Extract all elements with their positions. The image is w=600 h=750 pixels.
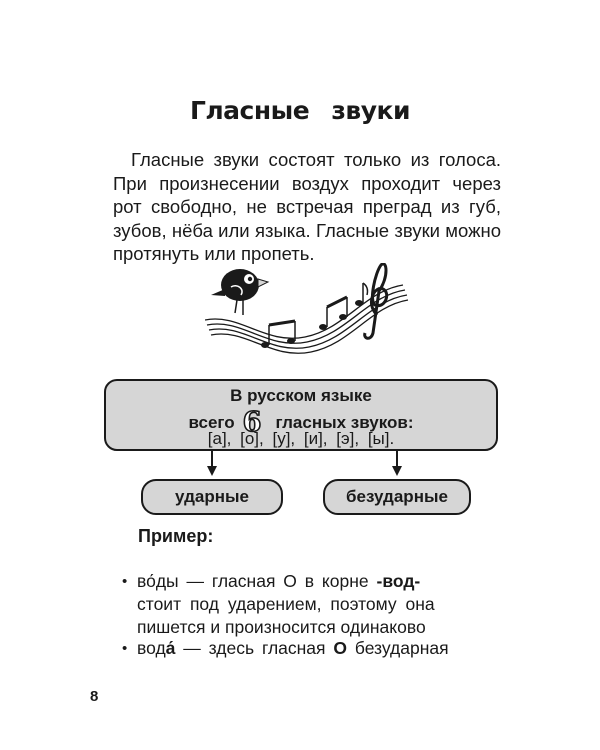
vowel-list: [а], [о], [у], [и], [э], [ы]. <box>207 429 395 448</box>
vowel-count-box <box>104 379 498 451</box>
unstressed-vowels-label: безударные <box>323 479 471 515</box>
bullet-2: • <box>122 640 128 657</box>
infobox-line-2-start: всего <box>188 413 235 432</box>
example-1-text: — гласная О в корне <box>178 571 377 591</box>
stressed-vowels-label: ударные <box>141 479 283 515</box>
example-2-text: — здесь гласная <box>175 638 334 658</box>
page-title: Гласные звуки <box>189 96 411 125</box>
bird-with-music-notes-illustration <box>205 263 410 363</box>
arrow-to-unstressed <box>392 451 402 476</box>
arrow-to-stressed <box>207 451 217 476</box>
example-1-line-3: пишется и произносится одинаково <box>137 617 426 637</box>
example-1-line-1 <box>137 570 420 593</box>
intro-paragraph: Гласные звуки состоят только из голоса. При произнесении воздух проходит через рот свободно, не встречая преград из губ, зубов, нёба или языка. Гласные звуки можно протянуть или пропеть. <box>113 149 501 264</box>
vowel-count-number: 6 <box>242 407 262 438</box>
example-2-word-bold: а́ <box>165 638 176 658</box>
example-1-word: во́ды <box>137 571 179 591</box>
page-number: 8 <box>90 688 99 705</box>
example-1-line-2: стоит под ударением, поэтому она <box>137 594 435 614</box>
example-2-text-end: безударная <box>347 638 449 658</box>
example-2-line-1 <box>137 637 449 660</box>
example-heading: Пример: <box>138 526 214 546</box>
bullet-1: • <box>122 573 128 590</box>
example-2-letter: О <box>333 638 347 658</box>
infobox-line-2-end: гласных звуков: <box>275 413 414 432</box>
example-1-root: -вод- <box>376 571 421 591</box>
infobox-line-1: В русском языке <box>230 386 372 405</box>
example-2-word-plain: вод <box>137 638 166 658</box>
